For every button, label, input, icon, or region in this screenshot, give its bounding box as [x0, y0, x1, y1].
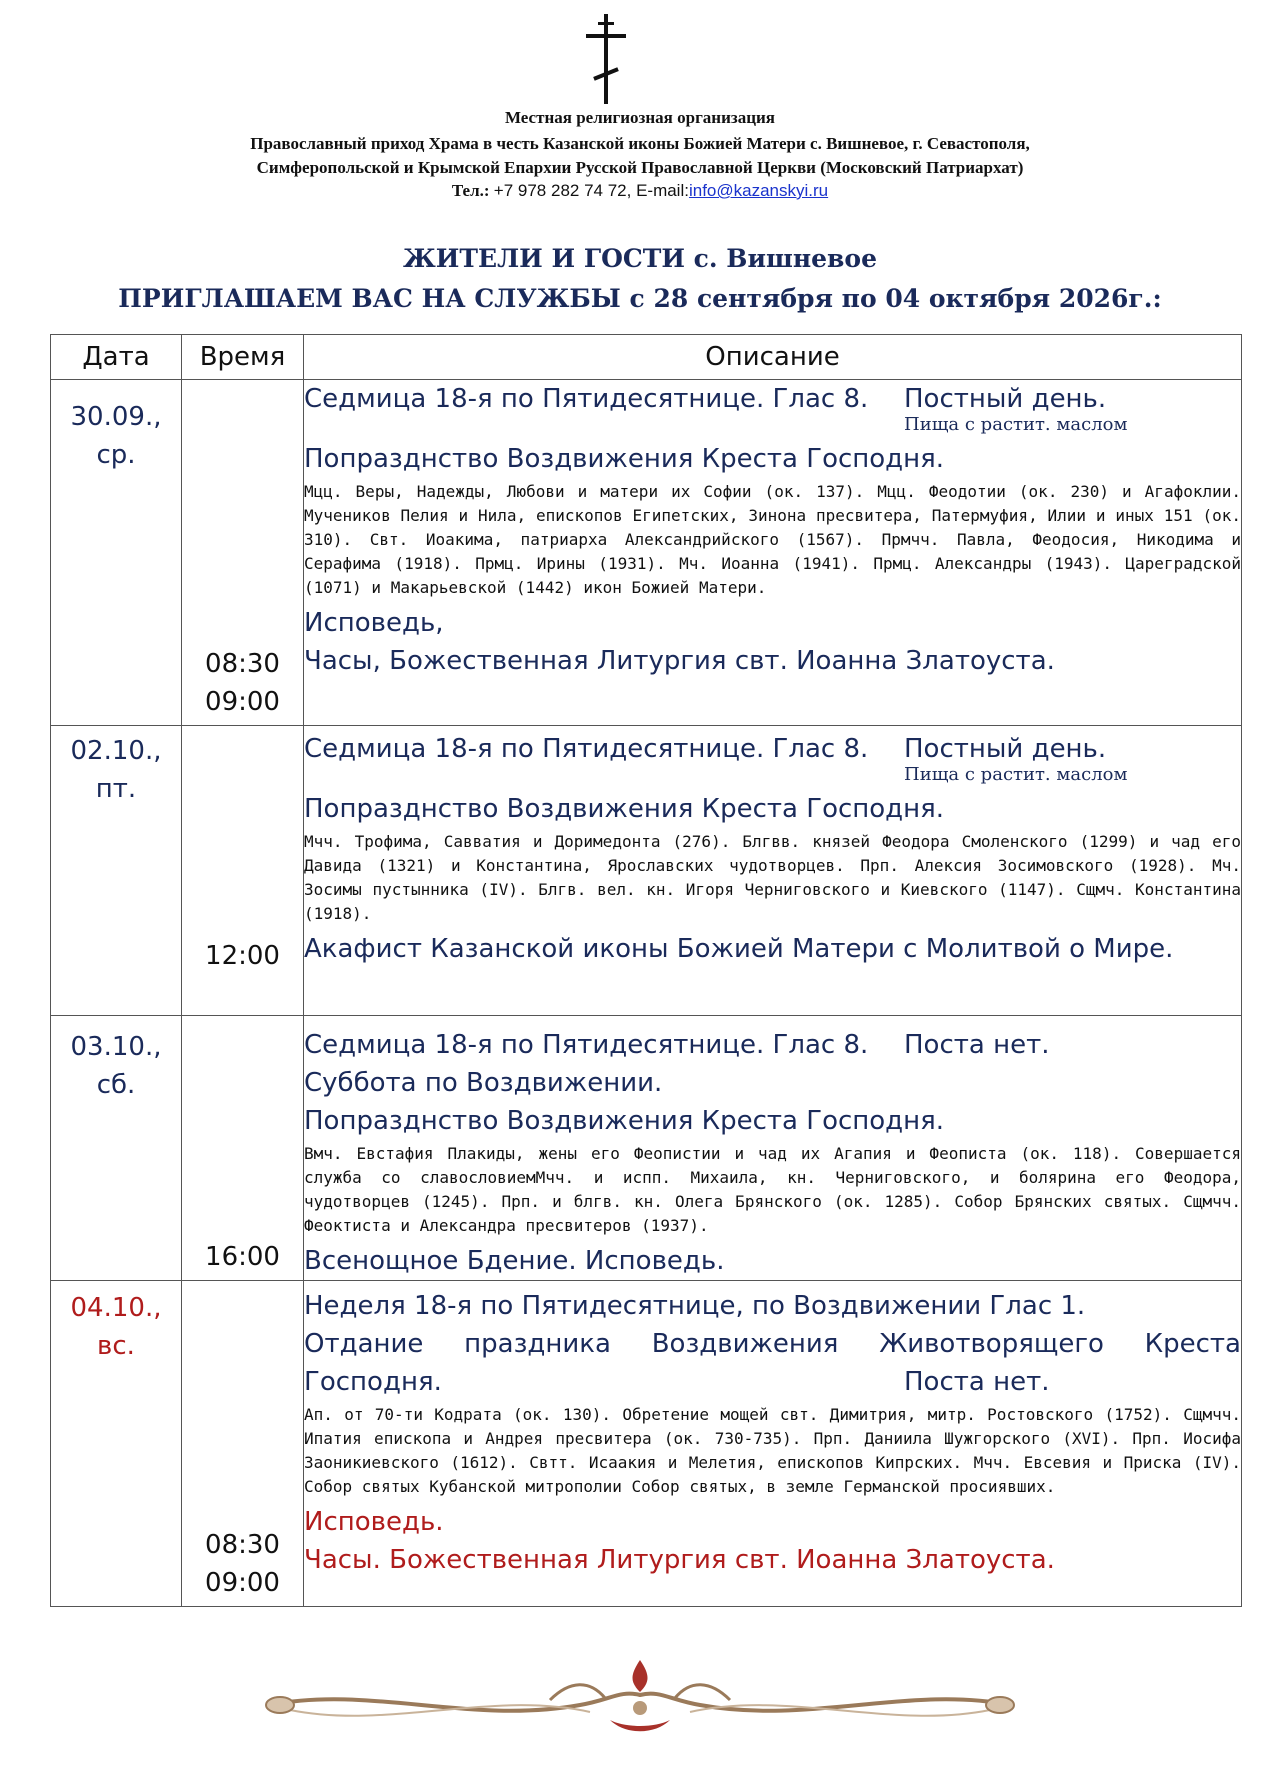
day-subtitle: Суббота по Воздвижении.	[304, 1068, 663, 1098]
ornament-divider	[250, 1650, 1030, 1750]
fast-note: Поста нет.	[904, 1030, 1050, 1060]
time: 09:00	[205, 1568, 280, 1598]
date: 02.10.,	[70, 736, 162, 766]
time: 08:30	[205, 1530, 280, 1560]
time-cell	[182, 726, 304, 1016]
time-cell	[182, 1016, 304, 1281]
date: 30.09.,	[70, 402, 162, 432]
service: Исповедь,	[304, 608, 444, 638]
table-row	[51, 726, 1242, 1016]
service: Часы, Божественная Литургия свт. Иоанна Златоуста.	[304, 646, 1055, 676]
fast-note: Поста нет.	[904, 1367, 1050, 1397]
fast-note: Постный день.	[904, 734, 1107, 764]
service: Всенощное Бдение. Исповедь.	[304, 1246, 725, 1276]
feast-title: Попразднство Воздвижения Креста Господня.	[304, 444, 945, 474]
food-note: Пища с растит. маслом	[904, 414, 1128, 435]
date-cell	[51, 1016, 182, 1281]
service: Акафист Казанской иконы Божией Матери с Молитвой о Мире.	[304, 934, 1174, 964]
weekday: пт.	[95, 774, 137, 804]
time-cell	[182, 380, 304, 726]
feast-title: Отдание праздника Воздвижения Животворящего Креста	[304, 1329, 1241, 1359]
time-cell	[182, 1281, 304, 1607]
col-header-description: Описание	[304, 335, 1242, 380]
schedule-table	[50, 334, 1242, 1607]
fast-note: Постный день.	[904, 384, 1107, 414]
time: 08:30	[205, 649, 280, 679]
week-title: Седмица 18-я по Пятидесятнице. Глас 8.	[304, 1030, 869, 1060]
date-cell	[51, 1281, 182, 1607]
org-line-2: Православный приход Храма в честь Казанской иконы Божией Матери с. Вишневое, г. Севастополя,	[250, 134, 1030, 153]
date: 03.10.,	[70, 1032, 162, 1062]
description-cell	[304, 1281, 1242, 1607]
page-subtitle: ПРИГЛАШАЕМ ВАС НА СЛУЖБЫ с 28 сентября по 04 октября 2026г.:	[118, 284, 1162, 313]
saints-text: Мцц. Веры, Надежды, Любови и матери их Софии (ок. 137). Мцц. Феодотии (ок. 230) и Агафоклии. Мучеников Пелия и Нила, епископов Египетских, Зинона пресвитера, Патермуфия, Илии и иных 151 (ок. 310). Свт. Иоакима, патриарха Александрийского (1567). Прмчч. Павла, Феодосия, Никодима и Серафима (1918). Прмц. Ирины (1931). Мч. Иоанна (1941). Прмц. Александры (1943). Цареградской (1071) и Макарьевской (1442) икон Божией Матери.	[304, 482, 1241, 597]
description-cell	[304, 726, 1242, 1016]
weekday: вс.	[97, 1331, 135, 1361]
org-line-1: Местная религиозная организация	[504, 108, 776, 127]
saints-text: Вмч. Евстафия Плакиды, жены его Феопистии и чад их Агапия и Феописта (ок. 118). Совершается служба со славословиемМчч. и испп. Михаила, кн. Черниговского, и болярина его Феодора, чудотворцев (1245). Прп. и блгв. кн. Олега Брянского (ок. 1285). Собор Брянских святых. Сщмчч. Феоктиста и Александра пресвитеров (1937).	[304, 1144, 1241, 1235]
page-title: ЖИТЕЛИ И ГОСТИ с. Вишневое	[402, 244, 878, 273]
date-cell	[51, 726, 182, 1016]
contact-line	[0, 181, 1280, 201]
date: 04.10.,	[70, 1293, 162, 1323]
orthodox-cross-icon	[584, 14, 628, 104]
service: Часы. Божественная Литургия свт. Иоанна Златоуста.	[304, 1545, 1055, 1575]
weekday: ср.	[96, 440, 136, 470]
org-line-3: Симферопольской и Крымской Епархии Русской Православной Церкви (Московский Патриархат)	[256, 158, 1024, 177]
feast-title: Попразднство Воздвижения Креста Господня.	[304, 794, 945, 824]
feast-title: Попразднство Воздвижения Креста Господня.	[304, 1106, 945, 1136]
time: 16:00	[205, 1242, 280, 1272]
date-cell	[51, 380, 182, 726]
description-cell	[304, 380, 1242, 726]
phone-number: +7 978 282 74 72, E-mail:	[493, 181, 689, 200]
time: 12:00	[205, 941, 280, 971]
week-title: Седмица 18-я по Пятидесятнице. Глас 8.	[304, 384, 869, 414]
feast-title-cont: Господня.	[304, 1367, 442, 1397]
service: Исповедь.	[304, 1507, 444, 1537]
week-title: Седмица 18-я по Пятидесятнице. Глас 8.	[304, 734, 869, 764]
time: 09:00	[205, 687, 280, 717]
col-header-date: Дата	[51, 335, 182, 380]
table-header-row	[51, 335, 1242, 380]
table-row	[51, 1281, 1242, 1607]
description-cell	[304, 1016, 1242, 1281]
saints-text: Ап. от 70-ти Кодрата (ок. 130). Обретение мощей свт. Димитрия, митр. Ростовского (1752). Сщмчч. Ипатия епископа и Андрея пресвитера (ок. 730-735). Прп. Даниила Шужгорского (XVI). Прп. Иосифа Заоникиевского (1612). Свтт. Исаакия и Мелетия, епископов Кипрских. Мчч. Евсевия и Приска (IV). Собор святых Кубанской митрополии Собор святых, в земле Германской просиявших.	[304, 1405, 1241, 1496]
table-row	[51, 380, 1242, 726]
food-note: Пища с растит. маслом	[904, 764, 1128, 785]
col-header-time: Время	[182, 335, 304, 380]
phone-label: Тел.:	[451, 181, 494, 200]
email-link[interactable]: info@kazanskyi.ru	[688, 181, 829, 200]
table-row	[51, 1016, 1242, 1281]
saints-text: Мчч. Трофима, Савватия и Доримедонта (276). Блгвв. князей Феодора Смоленского (1299) и чад его Давида (1321) и Константина, Ярославских чудотворцев. Прп. Алексия Зосимовского (1928). Мч. Зосимы пустынника (IV). Блгв. вел. кн. Игоря Черниговского и Киевского (1147). Сщмч. Константина (1918).	[304, 832, 1241, 923]
weekday: сб.	[96, 1070, 136, 1100]
week-title: Неделя 18-я по Пятидесятнице, по Воздвижении Глас 1.	[304, 1291, 1086, 1321]
